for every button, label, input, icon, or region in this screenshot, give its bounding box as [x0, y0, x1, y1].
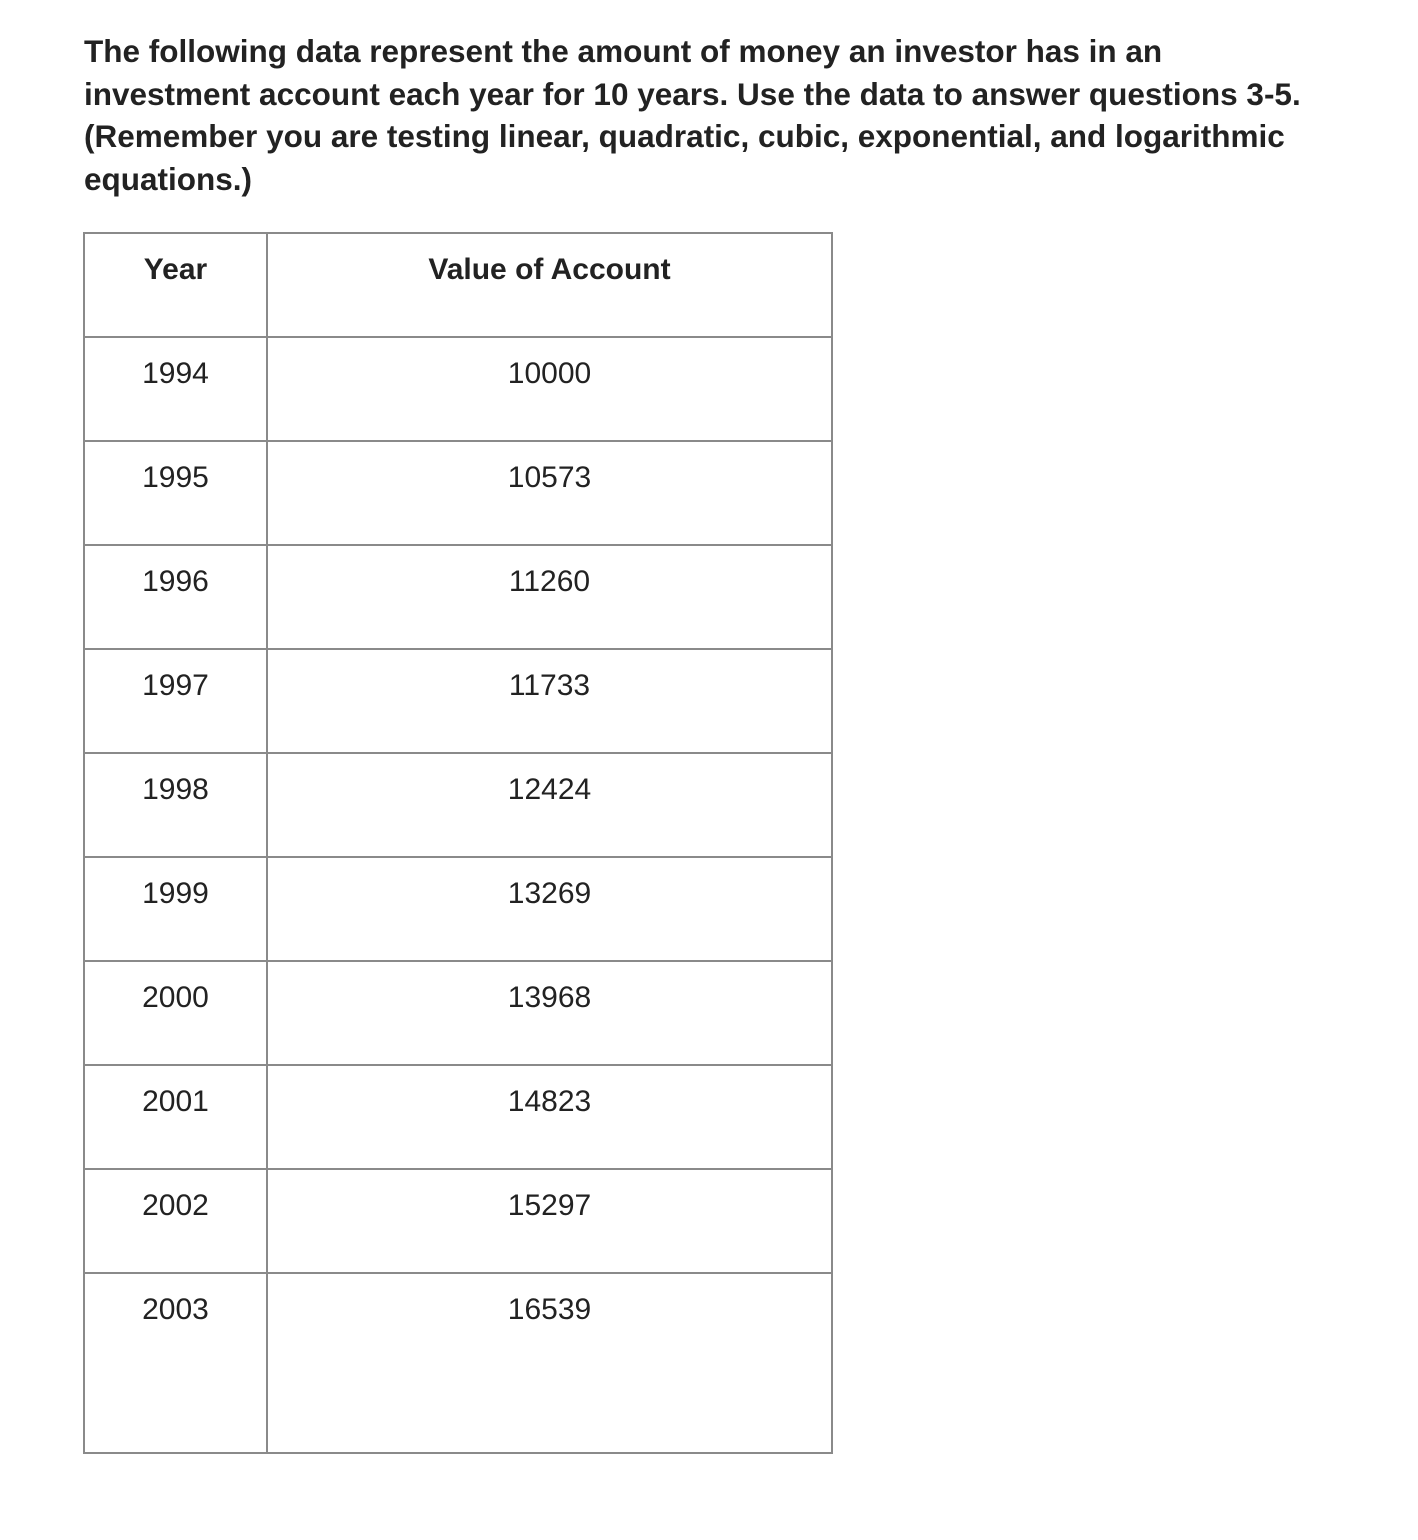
- year-cell: 2000: [84, 961, 267, 1065]
- value-cell: 11733: [267, 649, 832, 753]
- table-row: [84, 337, 832, 441]
- table-row: [84, 545, 832, 649]
- year-cell: 2001: [84, 1065, 267, 1169]
- intro-paragraph: [84, 30, 1384, 200]
- year-cell: 2002: [84, 1169, 267, 1273]
- value-cell: 15297: [267, 1169, 832, 1273]
- year-cell: 1999: [84, 857, 267, 961]
- value-cell: 10000: [267, 337, 832, 441]
- table-row: [84, 441, 832, 545]
- value-cell: 11260: [267, 545, 832, 649]
- year-column-header: Year: [84, 233, 267, 337]
- intro-line: (Remember you are testing linear, quadratic, cubic, exponential, and logarithmic: [84, 118, 1285, 154]
- intro-line: equations.): [84, 160, 253, 197]
- intro-line: The following data represent the amount of money an investor has in an: [84, 33, 1163, 69]
- value-cell: 13968: [267, 961, 832, 1065]
- table-row: [84, 753, 832, 857]
- investment-data-table: [83, 232, 833, 1454]
- table-row: [84, 857, 832, 961]
- value-cell: 16539: [267, 1273, 832, 1453]
- value-cell: 13269: [267, 857, 832, 961]
- table-row: [84, 961, 832, 1065]
- year-cell: 1998: [84, 753, 267, 857]
- intro-line: investment account each year for 10 years. Use the data to answer questions 3-5.: [84, 75, 1301, 112]
- year-cell: 2003: [84, 1273, 267, 1453]
- value-cell: 12424: [267, 753, 832, 857]
- value-column-header: Value of Account: [267, 233, 832, 337]
- table-row: [84, 1169, 832, 1273]
- year-cell: 1994: [84, 337, 267, 441]
- year-cell: 1996: [84, 545, 267, 649]
- table-row: [84, 1065, 832, 1169]
- value-cell: 10573: [267, 441, 832, 545]
- table-row: [84, 649, 832, 753]
- year-cell: 1997: [84, 649, 267, 753]
- year-cell: 1995: [84, 441, 267, 545]
- value-cell: 14823: [267, 1065, 832, 1169]
- table-header-row: [84, 233, 832, 337]
- table-row: [84, 1273, 832, 1453]
